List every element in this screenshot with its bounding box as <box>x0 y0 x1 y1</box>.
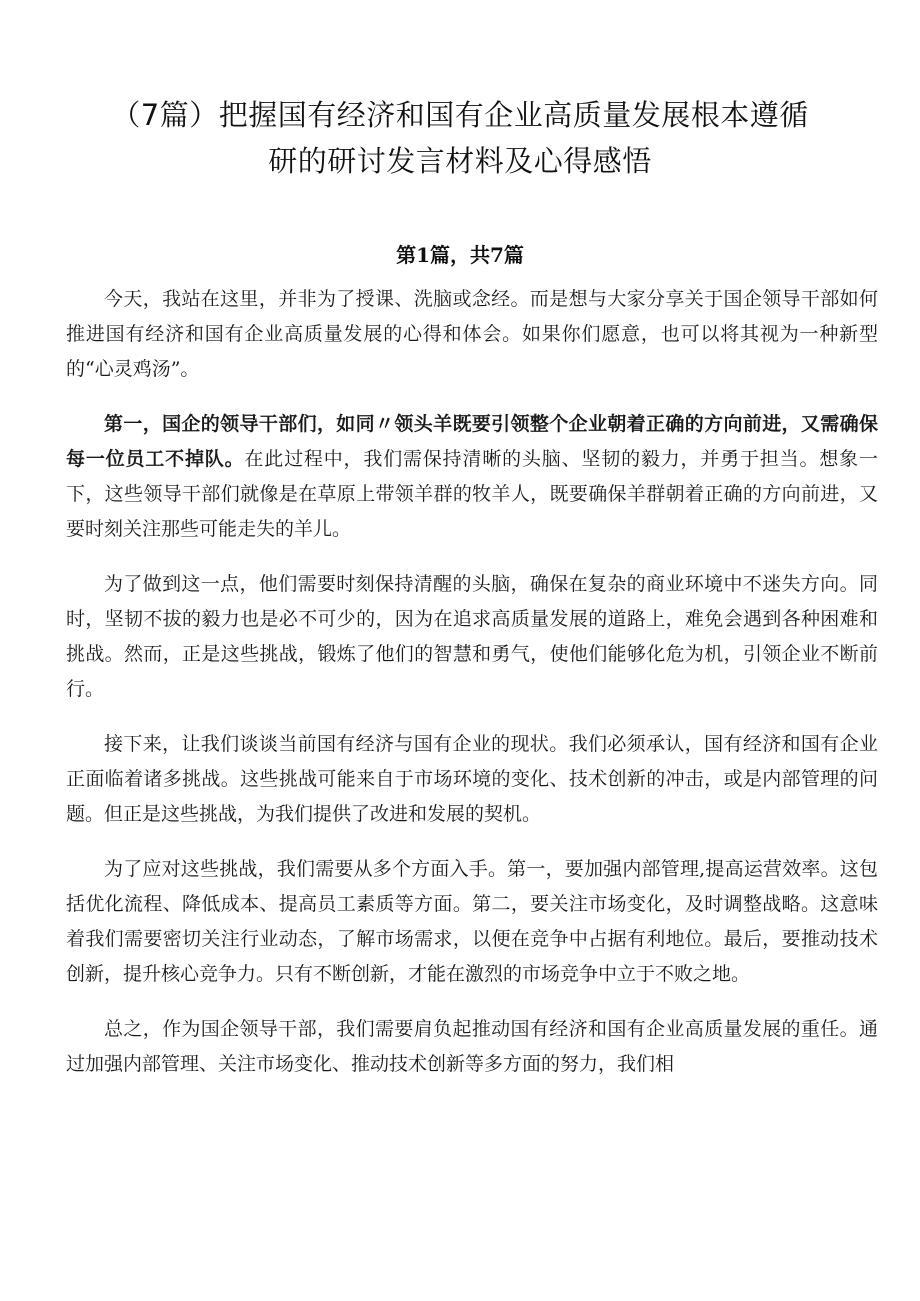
document-title-line-2: 研的研讨发言材料及心得感悟 <box>268 144 652 178</box>
paragraph-text: 在此过程中，我们需保持清晰的头脑、坚韧的毅力，并勇于担当。想象一下，这些领导干部们就像是在草原上带领羊群的牧羊人，既要确保羊群朝着正确的方向前进，又要时刻关注那些可能走失的羊儿。 <box>66 448 878 540</box>
document-title <box>40 92 880 184</box>
document-body <box>66 282 878 1102</box>
document-title-line-1: （7篇）把握国有经济和国有企业高质量发展根本遵循 <box>111 98 809 132</box>
paragraph <box>66 282 878 387</box>
paragraph-lead-bold: 第一，国企的领导干部们，如同〃领头羊既要引领整个企业朝着正确的方向前进，又需确保每一位员工不掉队。 <box>66 413 878 470</box>
paragraph <box>66 727 878 832</box>
paragraph-text: 为了做到这一点，他们需要时刻保持清醒的头脑，确保在复杂的商业环境中不迷失方向。同时，坚韧不拔的毅力也是必不可少的，因为在追求高质量发展的道路上，难免会遇到各种困难和挑战。然而，正是这些挑战，锻炼了他们的智慧和勇气，使他们能够化危为机，引领企业不断前行。 <box>66 573 878 700</box>
paragraph-text: 今天，我站在这里，并非为了授课、洗脑或念经。而是想与大家分享关于国企领导干部如何推进国有经济和国有企业高质量发展的心得和体会。如果你们愿意，也可以将其视为一种新型的“心灵鸡汤”。 <box>66 288 878 380</box>
paragraph-text: 接下来，让我们谈谈当前国有经济与国有企业的现状。我们必须承认，国有经济和国有企业正面临着诸多挑战。这些挑战可能来自于市场环境的变化、技术创新的冲击，或是内部管理的问题。但正是这些挑战，为我们提供了改进和发展的契机。 <box>66 733 878 825</box>
paragraph <box>66 407 878 547</box>
section-heading: 第1篇，共7篇 <box>396 243 524 267</box>
paragraph-text: 总之，作为国企领导干部，我们需要肩负起推动国有经济和国有企业高质量发展的重任。通过加强内部管理、关注市场变化、推动技术创新等多方面的努力，我们相 <box>66 1018 878 1075</box>
paragraph <box>66 1012 878 1082</box>
paragraph <box>66 852 878 992</box>
paragraph-text: 为了应对这些挑战，我们需要从多个方面入手。第一，要加强内部管理,提高运营效率。这包括优化流程、降低成本、提高员工素质等方面。第二，要关注市场变化，及时调整战略。这意味着我们需要密切关注行业动态，了解市场需求，以便在竞争中占据有利地位。最后，要推动技术创新，提升核心竞争力。只有不断创新，才能在激烈的市场竞争中立于不败之地。 <box>66 858 878 985</box>
paragraph <box>66 567 878 707</box>
